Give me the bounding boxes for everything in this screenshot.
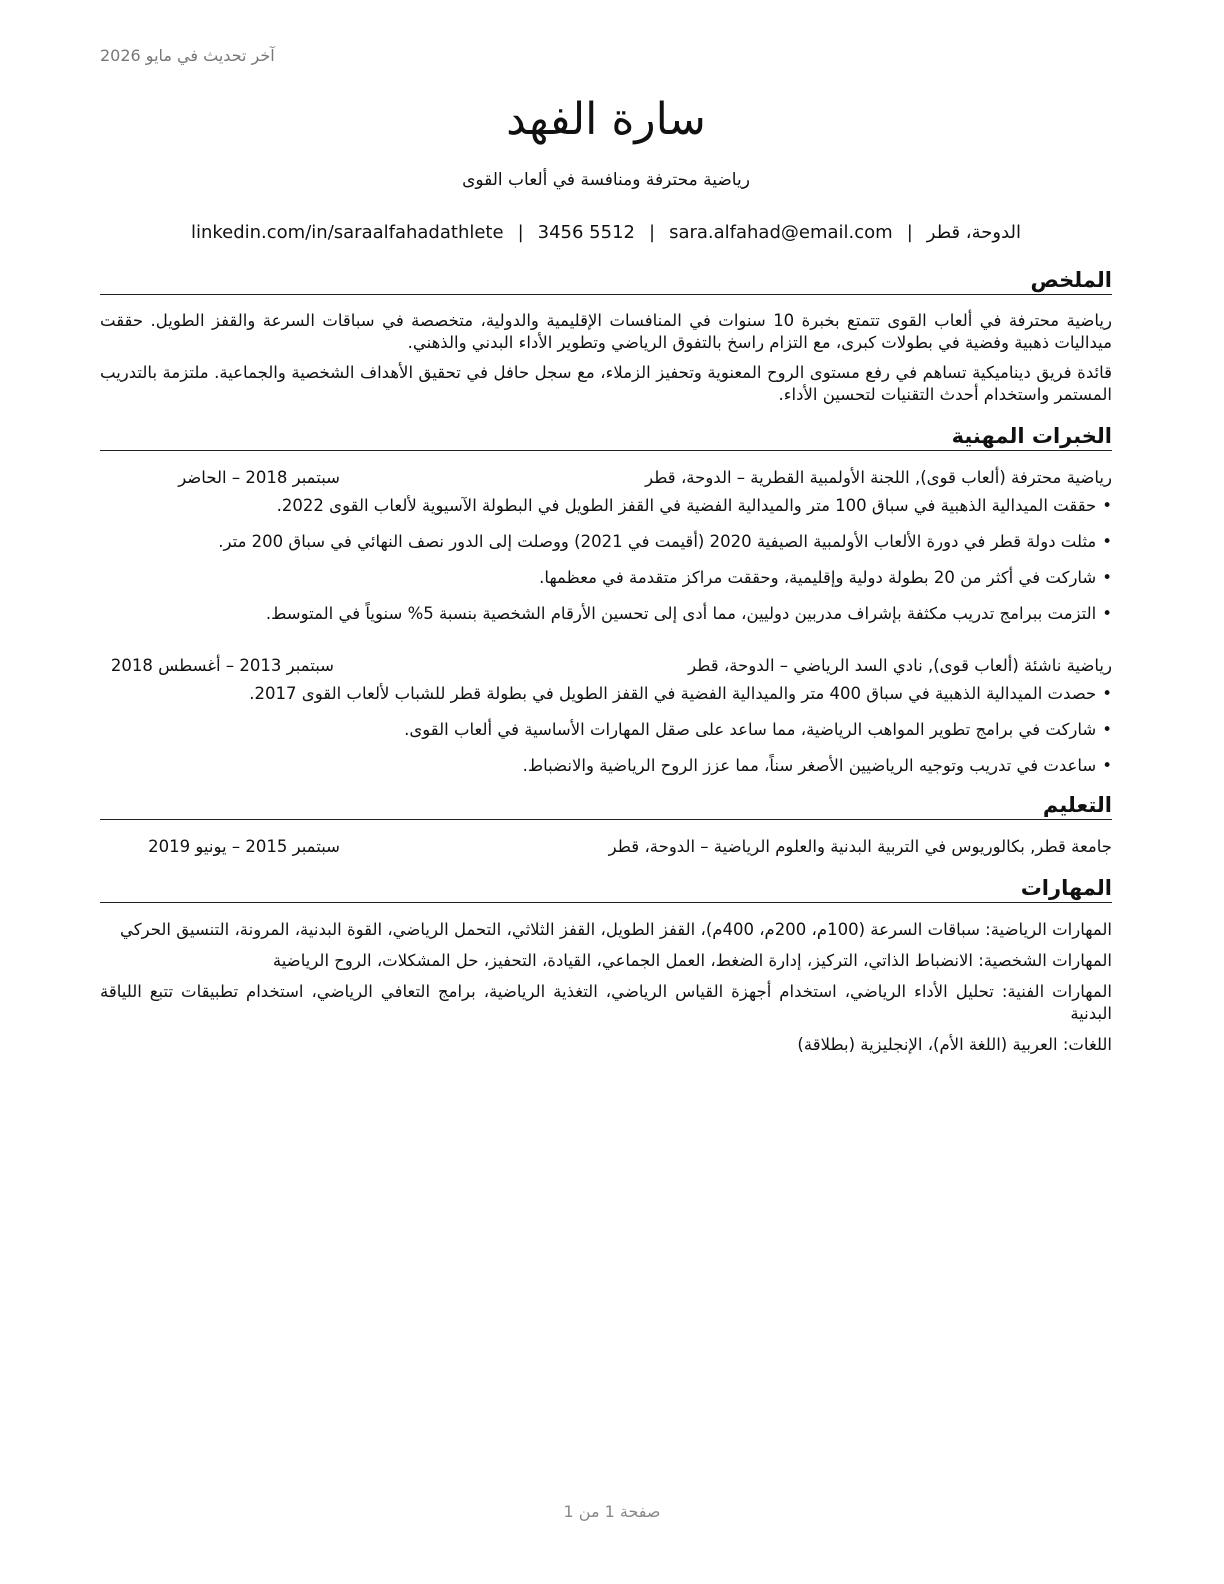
contact-separator: | bbox=[648, 222, 656, 243]
candidate-name: سارة الفهد bbox=[506, 94, 706, 145]
skills-line: المهارات الشخصية: الانضباط الذاتي، التركيز، إدارة الضغط، العمل الجماعي، القيادة، التحفيز، حل المشكلات، الروح الرياضية bbox=[272, 951, 1112, 970]
contact-separator: | bbox=[906, 222, 913, 243]
job-bullet bbox=[100, 531, 1112, 553]
bullet-icon: • bbox=[1102, 720, 1112, 739]
job-bullet bbox=[100, 495, 1112, 517]
job-title: رياضية ناشئة (ألعاب قوى), نادي السد الرياضي – الدوحة، قطر bbox=[688, 656, 1112, 675]
bullet-icon: • bbox=[1102, 568, 1112, 587]
education-title: جامعة قطر, بكالوريوس في التربية البدنية والعلوم الرياضية – الدوحة، قطر bbox=[608, 837, 1112, 856]
education-entry bbox=[100, 836, 1112, 858]
section-title-education: التعليم bbox=[100, 791, 1112, 820]
job-bullets bbox=[100, 683, 1112, 777]
job-bullet bbox=[100, 719, 1112, 741]
job-header bbox=[100, 655, 1112, 677]
contact-linkedin: linkedin.com/in/saraalfahadathlete bbox=[190, 222, 504, 243]
job-bullet bbox=[100, 683, 1112, 705]
section-title-experience: الخبرات المهنية bbox=[100, 422, 1112, 451]
skills-line: المهارات الرياضية: سباقات السرعة (100م، 200م، 400م)، القفز الطويل، القفز الثلاثي، التحمل الرياضي، القوة البدنية، المرونة، التنسيق الحركي bbox=[119, 920, 1112, 939]
experience-section bbox=[100, 422, 1112, 777]
job-dates: سبتمبر 2018 – الحاضر bbox=[178, 468, 340, 487]
skills-line: اللغات: العربية (اللغة الأم)، الإنجليزية (بطلاقة) bbox=[797, 1035, 1112, 1054]
skills-section bbox=[100, 874, 1112, 1056]
last-updated-note: آخر تحديث في مايو 2026 bbox=[100, 46, 275, 65]
bullet-text: شاركت في برامج تطوير المواهب الرياضية، مما ساعد على صقل المهارات الأساسية في ألعاب القوى. bbox=[404, 720, 1097, 739]
bullet-icon: • bbox=[1102, 684, 1112, 703]
page-number: صفحة 1 من 1 bbox=[563, 1502, 661, 1521]
bullet-text: ساعدت في تدريب وتوجيه الرياضيين الأصغر سناً، مما عزز الروح الرياضية والانضباط. bbox=[522, 756, 1097, 775]
summary-section bbox=[100, 266, 1112, 406]
summary-paragraph: رياضية محترفة في ألعاب القوى تتمتع بخبرة 10 سنوات في المنافسات الإقليمية والدولية، متخصصة في سباقات السرعة والقفز الطويل. حققت ميداليات ذهبية وفضية في بطولات كبرى، مع التزام راسخ بالتفوق الرياضي وتطوير الأداء البدني والذهني. bbox=[100, 311, 1112, 352]
job-bullet bbox=[100, 603, 1112, 625]
education-section bbox=[100, 791, 1112, 858]
job-bullet bbox=[100, 755, 1112, 777]
section-title-summary: الملخص bbox=[100, 266, 1112, 295]
bullet-icon: • bbox=[1102, 496, 1112, 515]
job-bullet bbox=[100, 567, 1112, 589]
job-dates: سبتمبر 2013 – أغسطس 2018 bbox=[110, 656, 334, 675]
bullet-icon: • bbox=[1102, 532, 1112, 551]
candidate-tagline: رياضية محترفة ومنافسة في ألعاب القوى bbox=[462, 170, 750, 190]
job-bullets bbox=[100, 495, 1112, 625]
bullet-text: حصدت الميدالية الذهبية في سباق 400 متر والميدالية الفضية في القفز الطويل في بطولة قطر للشباب لألعاب القوى 2017. bbox=[249, 684, 1097, 703]
summary-paragraph: قائدة فريق ديناميكية تساهم في رفع مستوى الروح المعنوية وتحفيز الزملاء، مع سجل حافل في تحقيق الأهداف الشخصية والجماعية. ملتزمة بالتدريب المستمر واستخدام أحدث التقنيات لتحسين الأداء. bbox=[100, 363, 1112, 404]
contact-separator: | bbox=[517, 222, 524, 243]
skills-line: المهارات الفنية: تحليل الأداء الرياضي، استخدام أجهزة القياس الرياضي، التغذية الرياضية، برامج التعافي الرياضي، استخدام تطبيقات تتبع اللياقة البدنية bbox=[100, 982, 1112, 1023]
bullet-icon: • bbox=[1102, 756, 1112, 775]
bullet-text: مثلت دولة قطر في دورة الألعاب الأولمبية الصيفية 2020 (أقيمت في 2021) ووصلت إلى الدور نصف النهائي في سباق 200 متر. bbox=[218, 532, 1097, 551]
section-title-skills: المهارات bbox=[100, 874, 1112, 903]
resume-content bbox=[100, 90, 1112, 1056]
contact-line bbox=[100, 220, 1112, 246]
bullet-text: التزمت ببرامج تدريب مكثفة بإشراف مدربين دوليين، مما أدى إلى تحسين الأرقام الشخصية بنسبة 5% سنوياً في المتوسط. bbox=[265, 604, 1097, 623]
job-header bbox=[100, 467, 1112, 489]
contact-location: الدوحة، قطر bbox=[926, 222, 1022, 243]
job-title: رياضية محترفة (ألعاب قوى), اللجنة الأولمبية القطرية – الدوحة، قطر bbox=[645, 468, 1112, 487]
education-dates: سبتمبر 2015 – يونيو 2019 bbox=[148, 837, 340, 856]
contact-phone: 3456 5512 bbox=[537, 222, 635, 243]
contact-email: sara.alfahad@email.com bbox=[669, 222, 893, 243]
bullet-text: حققت الميدالية الذهبية في سباق 100 متر والميدالية الفضية في القفز الطويل في البطولة الآسيوية لألعاب القوى 2022. bbox=[276, 496, 1097, 515]
bullet-icon: • bbox=[1102, 604, 1112, 623]
bullet-text: شاركت في أكثر من 20 بطولة دولية وإقليمية، وحققت مراكز متقدمة في معظمها. bbox=[539, 568, 1097, 587]
